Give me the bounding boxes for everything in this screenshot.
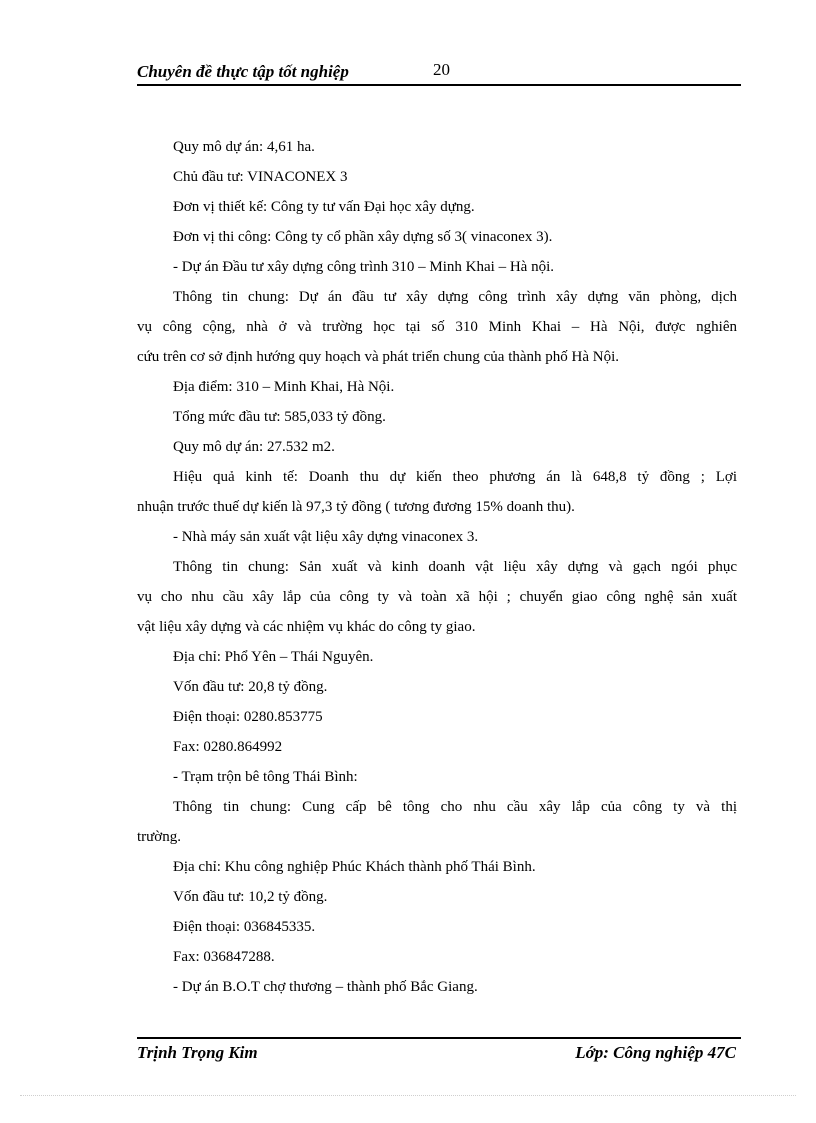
- text-line: Tổng mức đầu tư: 585,033 tỷ đồng.: [173, 409, 386, 425]
- text-line: Thông tin chung: Cung cấp bê tông cho nhu cầu xây lắp của công ty và thị: [173, 799, 737, 815]
- text-line: - Nhà máy sản xuất vật liệu xây dựng vinaconex 3.: [173, 529, 479, 545]
- page-number: 20: [433, 60, 450, 79]
- text-line: Fax: 0280.864992: [173, 739, 283, 755]
- footer-class: Lớp: Công nghiệp 47C: [575, 1043, 736, 1062]
- header-divider: [137, 84, 741, 86]
- text-line: Địa điểm: 310 – Minh Khai, Hà Nội.: [173, 379, 395, 395]
- text-line: - Dự án Đầu tư xây dựng công trình 310 – Minh Khai – Hà nội.: [173, 259, 554, 275]
- text-line: Fax: 036847288.: [173, 949, 275, 965]
- text-line: Quy mô dự án: 27.532 m2.: [173, 439, 335, 455]
- text-line: Đơn vị thi công: Công ty cổ phần xây dựng số 3( vinaconex 3).: [173, 229, 553, 245]
- text-line: Thông tin chung: Sản xuất và kinh doanh vật liệu xây dựng và gạch ngói phục: [173, 559, 737, 575]
- page-header: [137, 58, 741, 84]
- text-line: Vốn đầu tư: 20,8 tỷ đồng.: [173, 679, 328, 695]
- text-line: Quy mô dự án: 4,61 ha.: [173, 139, 315, 155]
- text-line: trường.: [137, 829, 181, 845]
- text-line: Hiệu quả kinh tế: Doanh thu dự kiến theo phương án là 648,8 tỷ đồng ; Lợi: [173, 469, 737, 485]
- text-line: vụ cho nhu cầu xây lắp của công ty và toàn xã hội ; chuyển giao công nghệ sản xuất: [137, 589, 737, 605]
- text-line: Điện thoại: 0280.853775: [173, 709, 323, 725]
- text-line: Vốn đầu tư: 10,2 tỷ đồng.: [173, 889, 328, 905]
- text-line: Địa chỉ: Khu công nghiệp Phúc Khách thành phố Thái Bình.: [173, 859, 536, 875]
- footer-author: Trịnh Trọng Kim: [137, 1043, 258, 1062]
- text-line: vật liệu xây dựng và các nhiệm vụ khác do công ty giao.: [137, 619, 476, 635]
- text-line: - Trạm trộn bê tông Thái Bình:: [173, 769, 358, 785]
- document-title: Chuyên đề thực tập tốt nghiệp: [137, 62, 349, 81]
- text-line: Điện thoại: 036845335.: [173, 919, 316, 935]
- text-line: Chủ đầu tư: VINACONEX 3: [173, 169, 348, 185]
- text-line: - Dự án B.O.T chợ thương – thành phố Bắc Giang.: [173, 979, 478, 995]
- text-line: nhuận trước thuế dự kiến là 97,3 tỷ đồng ( tương đương 15% doanh thu).: [137, 499, 575, 515]
- document-body: [137, 132, 737, 1002]
- text-line: Đơn vị thiết kế: Công ty tư vấn Đại học xây dựng.: [173, 199, 475, 215]
- text-line: cứu trên cơ sở định hướng quy hoạch và phát triển chung của thành phố Hà Nội.: [137, 349, 620, 365]
- text-line: Thông tin chung: Dự án đầu tư xây dựng công trình xây dựng văn phòng, dịch: [173, 289, 737, 305]
- text-line: vụ công cộng, nhà ở và trường học tại số 310 Minh Khai – Hà Nội, được nghiên: [137, 319, 737, 335]
- page-edge-divider: [20, 1095, 796, 1096]
- footer-divider: [137, 1037, 741, 1039]
- text-line: Địa chỉ: Phổ Yên – Thái Nguyên.: [173, 649, 374, 665]
